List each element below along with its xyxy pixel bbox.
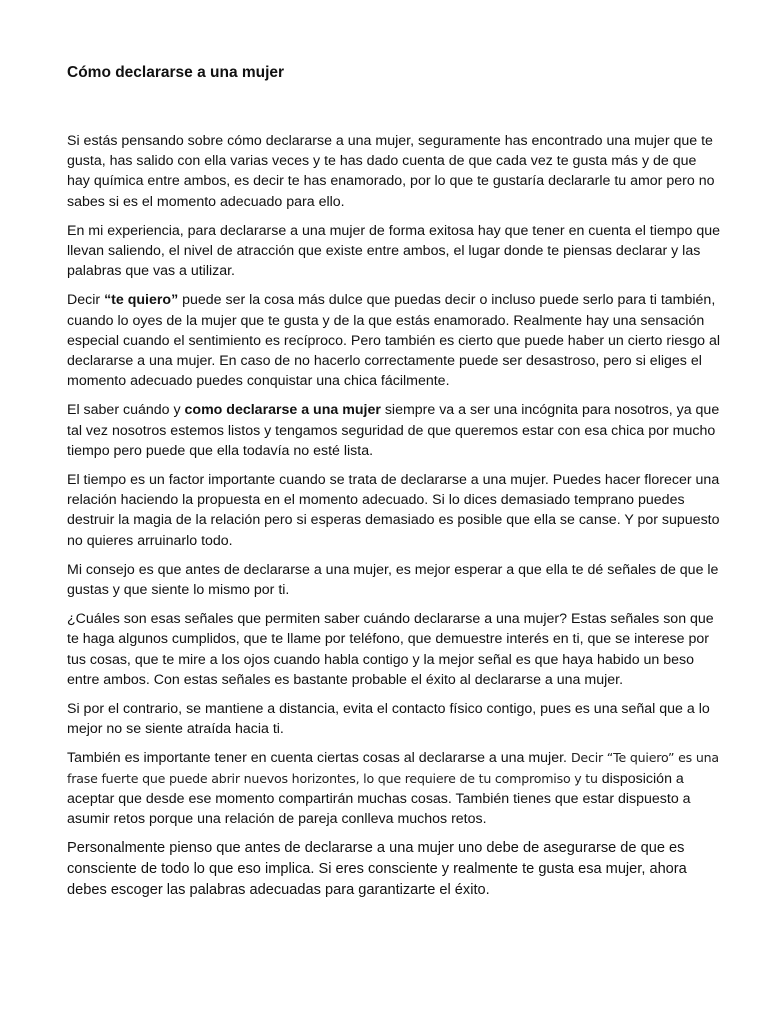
page-title: Cómo declararse a una mujer [67, 64, 285, 81]
paragraph-8: Si por el contrario, se mantiene a distancia, evita el contacto físico contigo, pues es una señal que a lo mejor no se siente atraída hacia ti. [67, 701, 710, 738]
paragraph-4-start: El saber cuándo y [67, 402, 185, 419]
paragraph-10: Personalmente pienso que antes de declararse a una mujer uno debe de asegurarse de que es consciente de todo lo que eso implica. Si eres consciente y realmente te gusta esa mujer, ahora debes escoger las palabras adecuadas para garantizarte el éxito. [67, 840, 687, 899]
paragraph-5: El tiempo es un factor importante cuando se trata de declararse a una mujer. Puedes hacer florecer una relación haciendo la propuesta en el momento adecuado. Si lo dices demasiado temprano puedes destruir la magia de la relación pero si esperas demasiado es posible que ella se canse. Y por supuesto no quieres arruinarlo todo. [67, 472, 720, 549]
paragraph-4 [67, 400, 723, 461]
paragraph-4-bold: como declararse a una mujer [184, 402, 381, 419]
paragraph-7: ¿Cuáles son esas señales que permiten saber cuándo declararse a una mujer? Estas señales son que te haga algunos cumplidos, que te llame por teléfono, que demuestre interés en ti, que se interese por tus cosas, que te mire a los ojos cuando habla contigo y la mejor señal es que haya habido un beso entre ambos. Con estas señales es bastante probable el éxito al declararse a una mujer. [67, 611, 714, 688]
paragraph-4-rest: siempre va a ser una incógnita para nosotros, ya que tal vez nosotros estemos listos y tengamos seguridad de que queremos estar con esa chica por mucho tiempo pero puede que ella todavía no esté lista. [67, 402, 720, 459]
paragraph-1: Si estás pensando sobre cómo declararse a una mujer, seguramente has encontrado una mujer que te gusta, has salido con ella varias veces y te has dado cuenta de que cada vez te gusta más y de que hay química entre ambos, es decir te has enamorado, por lo que te gustaría declararle tu amor pero no sabes si es el momento adecuado para ello. [67, 133, 715, 210]
paragraph-9-rest: disposición a aceptar que desde ese momento compartirán muchas cosas. También tienes que estar dispuesto a asumir retos porque una relación de pareja conlleva muchos retos. [67, 770, 691, 828]
paragraph-2: En mi experiencia, para declararse a una mujer de forma exitosa hay que tener en cuenta el tiempo que llevan saliendo, el nivel de atracción que existe entre ambos, el lugar donde te piensas declarar y las palabras que vas a utilizar. [67, 222, 721, 280]
paragraph-9-start: También es importante tener en cuenta ciertas cosas al declararse a una mujer. [67, 750, 571, 767]
paragraph-9-alt-font: Decir “Te quiero” es una frase fuerte que puede abrir nuevos horizontes, lo que requiere de tu compromiso y tu [67, 750, 719, 786]
paragraph-3-bold: “te quiero” [104, 292, 179, 309]
paragraph-3-rest: puede ser la cosa más dulce que puedas decir o incluso puede serlo para ti también, cuando lo oyes de la mujer que te gusta y de la que estás enamorado. Realmente hay una sensación especial cuando el sentimiento es recíproco. Pero también es cierto que puede haber un cierto riesgo al declararse a una mujer. En caso de no hacerlo correctamente puede ser desastroso, pero si eliges el momento adecuado puedes conquistar una chica fácilmente. [67, 292, 721, 390]
paragraph-3-start: Decir [67, 292, 105, 309]
document-body [67, 131, 723, 910]
paragraph-9 [67, 748, 723, 829]
paragraph-6: Mi consejo es que antes de declararse a una mujer, es mejor esperar a que ella te dé señales de que le gustas y que siente lo mismo por ti. [67, 561, 719, 599]
paragraph-3 [67, 290, 723, 391]
